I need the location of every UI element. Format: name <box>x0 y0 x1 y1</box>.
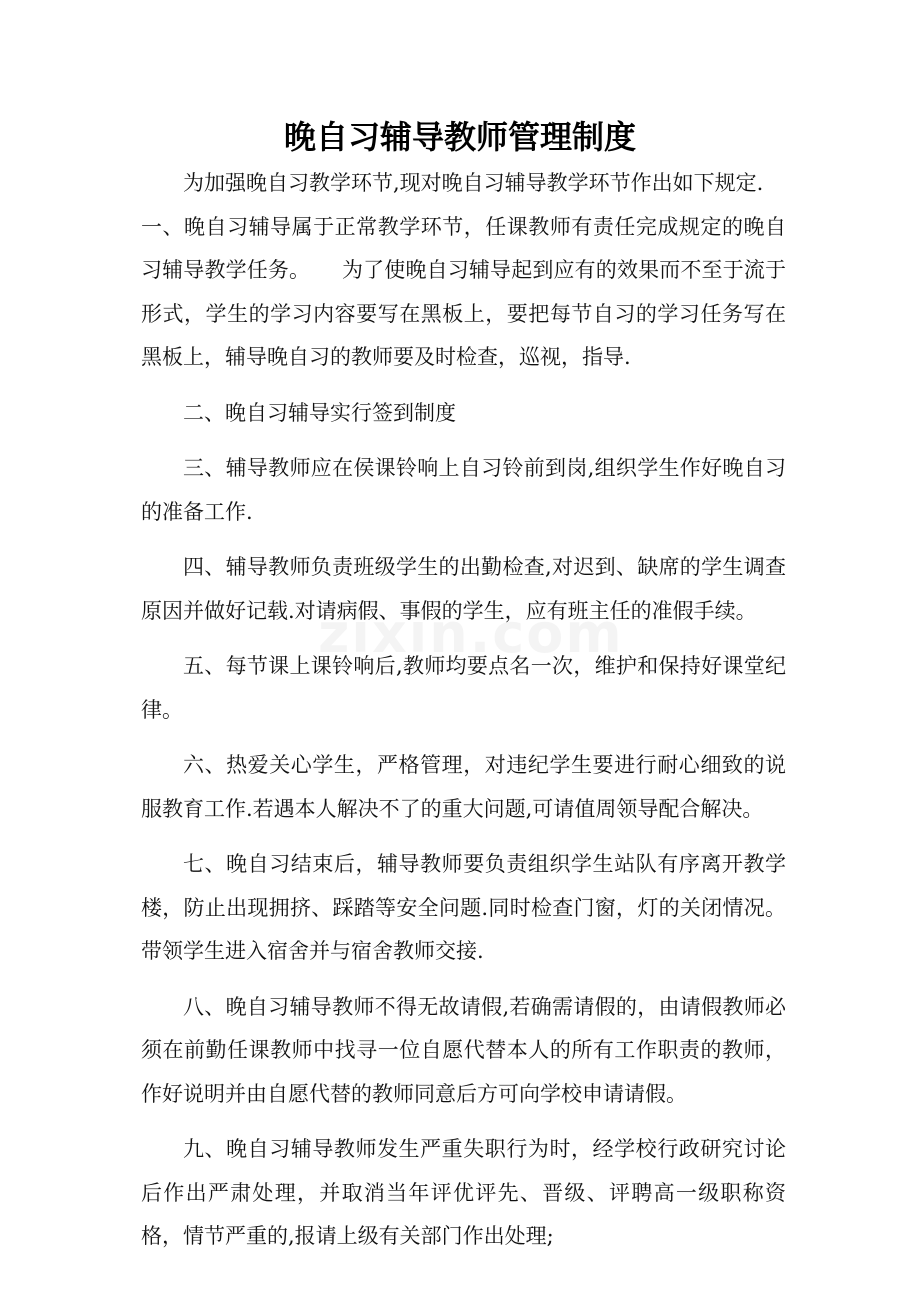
rule-4-paragraph: 四、辅导教师负责班级学生的出勤检查,对迟到、缺席的学生调查原因并做好记载.对请病假、事假的学生，应有班主任的准假手续。 <box>141 555 786 623</box>
rule-2-paragraph: 二、晚自习辅导实行签到制度 <box>183 400 456 425</box>
document-title: 晚自习辅导教师管理制度 <box>283 118 636 156</box>
rule-5-paragraph: 五、每节课上课铃响后,教师均要点名一次，维护和保持好课堂纪律。 <box>141 654 786 722</box>
rule-8-paragraph: 八、晚自习辅导教师不得无故请假,若确需请假的，由请假教师必须在前勤任课教师中找寻一位自愿代替本人的所有工作职责的教师，作好说明并由自愿代替的教师同意后方可向学校申请请假。 <box>141 994 786 1106</box>
rule-7-paragraph: 七、晚自习结束后，辅导教师要负责组织学生站队有序离开教学楼，防止出现拥挤、踩踏等安全问题.同时检查门窗，灯的关闭情况。带领学生进入宿舍并与宿舍教师交接. <box>141 852 786 963</box>
rule-3-paragraph: 三、辅导教师应在侯课铃响上自习铃前到岗,组织学生作好晚自习的准备工作. <box>141 456 786 524</box>
rule-1-paragraph: 一、晚自习辅导属于正常教学环节，任课教师有责任完成规定的晚自习辅导教学任务。 为了使晚自习辅导起到应有的效果而不至于流于形式，学生的学习内容要写在黑板上，要把每节自习的学习任务写在黑板上，辅导晚自习的教师要及时检查，巡视，指导. <box>141 214 786 369</box>
rule-9-paragraph: 九、晚自习辅导教师发生严重失职行为时，经学校行政研究讨论后作出严肃处理，并取消当年评优评先、晋级、评聘高一级职称资格，情节严重的,报请上级有关部门作出处理; <box>141 1137 786 1248</box>
rule-6-paragraph: 六、热爱关心学生，严格管理，对违纪学生要进行耐心细致的说服教育工作.若遇本人解决不了的重大问题,可请值周领导配合解决。 <box>141 753 786 821</box>
intro-paragraph: 为加强晚自习教学环节,现对晚自习辅导教学环节作出如下规定. <box>183 171 764 195</box>
document-body <box>141 162 786 1259</box>
